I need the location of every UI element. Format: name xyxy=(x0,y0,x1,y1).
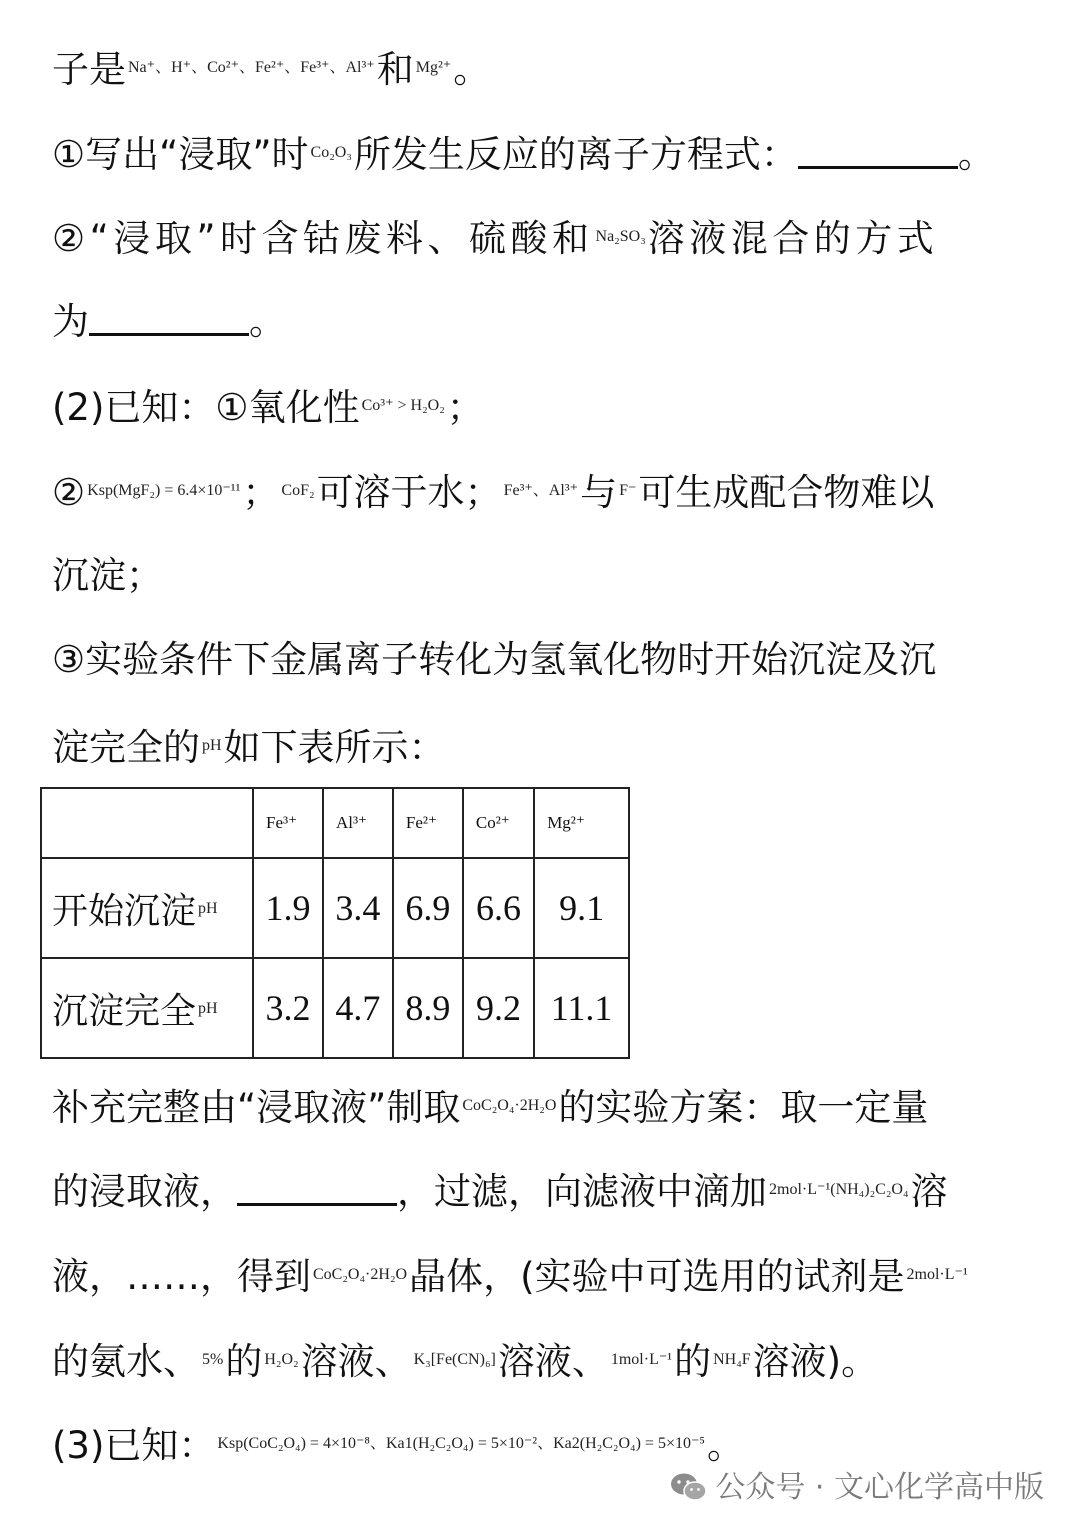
formula: Ksp(MgF₂) = 6.4×10⁻¹¹ xyxy=(87,482,241,499)
formula: H₂O₂ xyxy=(264,1351,299,1368)
formula: Na⁺、H⁺、Co²⁺、Fe²⁺、Fe³⁺、Al³⁺ xyxy=(128,59,375,76)
text: 溶液)。 xyxy=(752,1340,879,1383)
text: 与 xyxy=(580,471,618,514)
row-label: 沉淀完全 xyxy=(52,990,197,1032)
text-line-11 xyxy=(52,1166,1030,1216)
formula: Fe³⁺、Al³⁺ xyxy=(503,482,579,499)
table-cell: 9.2 xyxy=(463,958,534,1058)
text: 的 xyxy=(225,1340,263,1383)
text: ； xyxy=(446,386,484,429)
answer-blank xyxy=(237,1173,397,1206)
text: 淀完全的 xyxy=(52,726,200,769)
text: ②“浸取”时含钴废料、硫酸和 xyxy=(52,217,594,260)
text: 晶体，(实验中可选用的试剂是 xyxy=(409,1255,905,1298)
table-row xyxy=(41,858,629,958)
text-line-3 xyxy=(52,213,1030,263)
formula: Mg²⁺ xyxy=(415,59,452,76)
text: (3)已知： xyxy=(52,1424,216,1467)
table-header-cell: Al³⁺ xyxy=(323,788,393,858)
table-header-cell: Mg²⁺ xyxy=(534,788,629,858)
text: ② xyxy=(52,471,86,514)
text-line-13 xyxy=(52,1336,1030,1386)
text-line-7 xyxy=(52,552,1030,600)
formula: CoC₂O₄·2H₂O xyxy=(462,1097,557,1114)
text: 的 xyxy=(674,1340,712,1383)
ph-table xyxy=(40,787,630,1059)
formula: CoC₂O₄·2H₂O xyxy=(313,1266,408,1283)
text-line-6 xyxy=(52,467,1030,517)
answer-blank xyxy=(89,303,249,336)
text: 溶液混合的方式 xyxy=(647,217,939,260)
text: 可生成配合物难以 xyxy=(638,471,935,514)
text-line-4 xyxy=(52,298,1030,346)
text: 如下表所示： xyxy=(223,726,446,769)
text: 和 xyxy=(376,48,414,91)
table-cell: 3.2 xyxy=(253,958,323,1058)
answer-blank xyxy=(798,136,958,169)
text: ； xyxy=(242,471,280,514)
table-header-cell: Co²⁺ xyxy=(463,788,534,858)
table-row xyxy=(41,958,629,1058)
text: 补充完整由“浸取液”制取 xyxy=(52,1086,461,1129)
text: ③实验条件下金属离子转化为氢氧化物时开始沉淀及沉 xyxy=(52,638,937,681)
formula: 2mol·L⁻¹ xyxy=(906,1266,968,1283)
row-label-cell xyxy=(41,858,253,958)
text: 可溶于水； xyxy=(316,471,502,514)
text: ，过滤，向滤液中滴加 xyxy=(397,1170,767,1213)
formula: Na₂SO₃ xyxy=(595,228,646,245)
table-header-cell: Fe³⁺ xyxy=(253,788,323,858)
text: 所发生反应的离子方程式： xyxy=(353,133,798,176)
table-cell: 3.4 xyxy=(323,858,393,958)
formula: NH₄F xyxy=(713,1351,751,1368)
text-line-8 xyxy=(52,636,1030,684)
text: 为 xyxy=(52,300,89,343)
text: 的浸取液， xyxy=(52,1170,237,1213)
text: ①写出“浸取”时 xyxy=(52,133,309,176)
text: 的实验方案：取一定量 xyxy=(558,1086,929,1129)
table-cell: 11.1 xyxy=(534,958,629,1058)
text-line-10 xyxy=(52,1082,1030,1132)
formula: pH xyxy=(202,737,222,754)
formula: Co₂O₃ xyxy=(310,144,352,161)
row-unit: pH xyxy=(198,899,218,917)
table-cell: 8.9 xyxy=(393,958,463,1058)
formula: 1mol·L⁻¹ xyxy=(610,1351,673,1368)
text: 。 xyxy=(957,133,995,176)
table-cell: 1.9 xyxy=(253,858,323,958)
table-cell: 9.1 xyxy=(534,858,629,958)
watermark xyxy=(669,1462,1044,1506)
text: 沉淀； xyxy=(52,554,163,597)
text: 。 xyxy=(249,300,286,343)
text: (2)已知：①氧化性 xyxy=(52,386,360,429)
table-corner-cell xyxy=(41,788,253,858)
text-line-12 xyxy=(52,1251,1030,1301)
text-line-9 xyxy=(52,722,1030,772)
text-line-2 xyxy=(52,129,1030,179)
table-header-cell: Fe²⁺ xyxy=(393,788,463,858)
wechat-icon xyxy=(669,1471,709,1503)
table-header-row xyxy=(41,788,629,858)
formula: Ksp(CoC₂O₄) = 4×10⁻⁸、Ka1(H₂C₂O₄) = 5×10⁻²、Ka2(H₂C₂O₄) = 5×10⁻⁵ xyxy=(217,1435,706,1452)
row-unit: pH xyxy=(198,999,218,1017)
text: 溶液、 xyxy=(300,1340,412,1383)
text: 溶液、 xyxy=(497,1340,609,1383)
table-cell: 6.6 xyxy=(463,858,534,958)
formula: CoF₂ xyxy=(281,482,315,499)
formula: Co³⁺ > H₂O₂ xyxy=(361,397,445,414)
table-cell: 4.7 xyxy=(323,958,393,1058)
row-label: 开始沉淀 xyxy=(52,890,197,932)
text-line-5 xyxy=(52,382,1030,432)
text: 液，……，得到 xyxy=(52,1255,311,1298)
formula: 2mol·L⁻¹(NH₄)₂C₂O₄ xyxy=(769,1181,909,1198)
text: 。 xyxy=(707,1424,745,1467)
text-line-1 xyxy=(52,44,1030,94)
text: 。 xyxy=(453,48,491,91)
formula: F⁻ xyxy=(619,482,637,499)
text: 的氨水、 xyxy=(52,1340,200,1383)
table-cell: 6.9 xyxy=(393,858,463,958)
row-label-cell xyxy=(41,958,253,1058)
watermark-text: 公众号 · 文心化学高中版 xyxy=(715,1470,1044,1505)
formula: K₃[Fe(CN)₆] xyxy=(413,1351,496,1368)
text: 溶 xyxy=(910,1170,948,1213)
text: 子是 xyxy=(52,48,126,91)
formula: 5% xyxy=(202,1351,224,1368)
